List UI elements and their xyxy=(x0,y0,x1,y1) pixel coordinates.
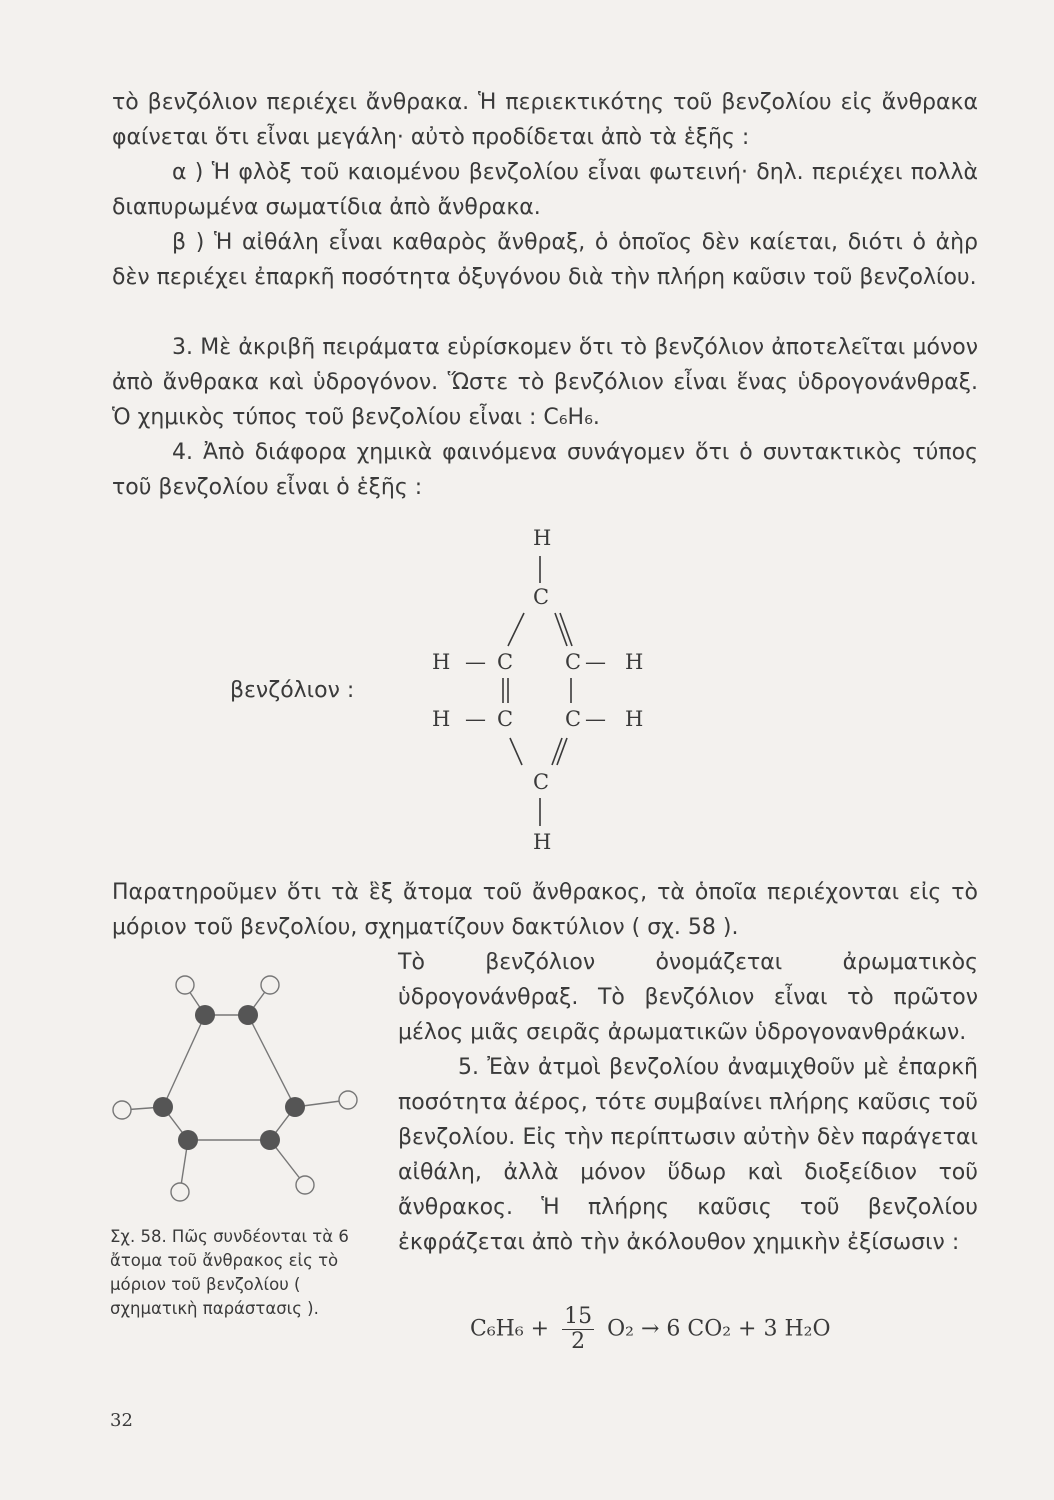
bond-left-down: — xyxy=(465,707,486,731)
bond-c-left-bottom xyxy=(510,738,522,765)
paragraph-5: 4. Ἀπὸ διάφορα χημικὰ φαινόμενα συνάγομεν ὅτι ὁ συντακτικὸς τύπος τοῦ βενζολίου εἶναι ὁ ἑξῆς : xyxy=(112,440,978,500)
atom-h-right-up: H xyxy=(625,650,644,674)
equation-fraction xyxy=(562,1305,594,1354)
page-number: 32 xyxy=(110,1410,133,1431)
atom-c-right-down: C xyxy=(565,707,582,731)
atom-c-left-down: C xyxy=(497,707,514,731)
formula-label: βενζόλιον : xyxy=(230,678,355,703)
atom-h-right-down: H xyxy=(625,707,644,731)
atom-c-right-up: C xyxy=(565,650,582,674)
atom-c-left-up: C xyxy=(497,650,514,674)
fraction-numerator: 15 xyxy=(564,1304,593,1329)
figure-caption: Σχ. 58. Πῶς συνδέονται τὰ 6 ἄτομα τοῦ ἄνθρακος εἰς τὸ μόριον τοῦ βενζολίου ( σχηματικὴ παράστασις ). xyxy=(110,1227,349,1318)
atom-h-bottom: H xyxy=(533,830,552,854)
paragraph-8: 5. Ἐὰν ἀτμοὶ βενζολίου ἀναμιχθοῦν μὲ ἐπαρκῆ ποσότητα ἀέρος, τότε συμβαίνει πλήρης καῦσις τοῦ βενζολίου. Εἰς τὴν περίπτωσιν αὐτὴν δὲν παράγεται αἰθάλη, ἀλλὰ μόνον ὕδωρ καὶ διοξείδιον τοῦ ἄνθρακος. Ἡ πλήρης καῦσις τοῦ βενζολίου ἐκφράζεται ἀπὸ τὴν ἀκόλουθον χημικὴν ἐξίσωσιν : xyxy=(398,1055,978,1255)
atom-c-bottom: C xyxy=(533,770,550,794)
atom-h-top: H xyxy=(533,526,552,550)
paragraph-2: α ) Ἡ φλὸξ τοῦ καιομένου βενζολίου εἶναι φωτεινή· δηλ. περιέχει πολλὰ διαπυρωμένα σωματίδια ἀπὸ ἄνθρακα. xyxy=(112,160,978,220)
bond-c-top-left xyxy=(508,613,524,646)
paragraph-3: β ) Ἡ αἰθάλη εἶναι καθαρὸς ἄνθραξ, ὁ ὁποῖος δὲν καίεται, διότι ὁ ἀὴρ δὲν περιέχει ἐπαρκῆ ποσότητα ὀξυγόνου διὰ τὴν πλήρη καῦσιν τοῦ βενζολίου. xyxy=(112,230,978,290)
fraction-denominator: 2 xyxy=(571,1329,586,1354)
atom-h-left-up: H xyxy=(432,650,451,674)
paragraph-1: τὸ βενζόλιον περιέχει ἄνθρακα. Ἡ περιεκτικότης τοῦ βενζολίου εἰς ἄνθρακα φαίνεται ὅτι εἶναι μεγάλη· αὐτὸ προδίδεται ἀπὸ τὰ ἑξῆς : xyxy=(112,90,978,150)
combustion-equation xyxy=(470,1305,831,1354)
atom-c-top: C xyxy=(533,585,550,609)
bond-c-right-bottom-double xyxy=(557,738,567,765)
paragraph-4: 3. Μὲ ἀκριβῆ πειράματα εὑρίσκομεν ὅτι τὸ βενζόλιον ἀποτελεῖται μόνον ἀπὸ ἄνθρακα καὶ ὑδρογόνον. Ὥστε τὸ βενζόλιον εἶναι ἕνας ὑδρογονάνθραξ. Ὁ χημικὸς τύπος τοῦ βενζολίου εἶναι : C₆H₆. xyxy=(112,335,978,430)
paragraph-6: Παρατηροῦμεν ὅτι τὰ ἓξ ἄτομα τοῦ ἄνθρακος, τὰ ὁποῖα περιέχονται εἰς τὸ μόριον τοῦ βενζολίου, σχηματίζουν δακτύλιον ( σχ. 58 ). xyxy=(112,880,978,940)
bond-right-up: — xyxy=(585,650,606,674)
atom-h-left-down: H xyxy=(432,707,451,731)
benzene-ring-diagram xyxy=(110,970,370,1215)
paragraph-7: Τὸ βενζόλιον ὀνομάζεται ἀρωματικὸς ὑδρογονάνθραξ. Τὸ βενζόλιον εἶναι τὸ πρῶτον μέλος μιᾶς σειρᾶς ἀρωματικῶν ὑδρογονανθράκων. xyxy=(398,950,978,1045)
bond-left-up: — xyxy=(465,650,486,674)
bond-right-down: — xyxy=(585,707,606,731)
equation-right: O₂ → 6 CO₂ + 3 H₂O xyxy=(607,1316,831,1342)
equation-left: C₆H₆ + xyxy=(470,1316,550,1342)
